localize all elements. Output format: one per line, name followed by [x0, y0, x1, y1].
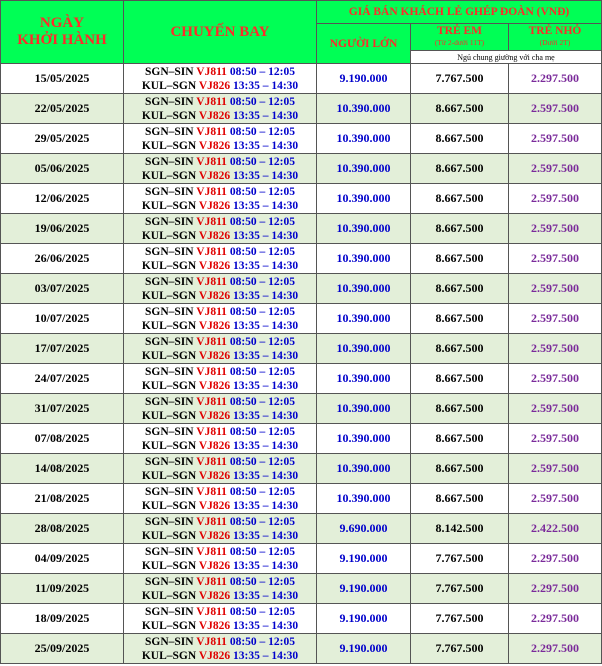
adult-price: 10.390.000 [317, 484, 411, 514]
departure-date: 29/05/2025 [1, 124, 124, 154]
return-flight [124, 259, 316, 273]
infant-price: 2.597.500 [509, 184, 602, 214]
return-flight [124, 499, 316, 513]
outbound-flight [124, 545, 316, 559]
flight-schedule [124, 274, 317, 304]
return-flight [124, 79, 316, 93]
child-price: 8.667.500 [411, 334, 509, 364]
outbound-flight-time: 08:50 – 12:05 [229, 635, 295, 648]
return-flight-time: 13:35 – 14:30 [233, 229, 299, 242]
outbound-flight-time: 08:50 – 12:05 [229, 185, 295, 198]
return-flight-time: 13:35 – 14:30 [233, 409, 299, 422]
departure-date: 17/07/2025 [1, 334, 124, 364]
adult-price: 10.390.000 [317, 154, 411, 184]
outbound-flight-code: VJ811 [196, 365, 227, 378]
outbound-flight-code: VJ811 [196, 605, 227, 618]
outbound-flight-code: VJ811 [196, 635, 227, 648]
flight-schedule [124, 454, 317, 484]
outbound-flight-code: VJ811 [196, 155, 227, 168]
adult-price: 10.390.000 [317, 454, 411, 484]
departure-date: 28/08/2025 [1, 514, 124, 544]
return-flight-time: 13:35 – 14:30 [233, 529, 299, 542]
outbound-flight-time: 08:50 – 12:05 [229, 575, 295, 588]
outbound-flight [124, 635, 316, 649]
infant-price: 2.597.500 [509, 124, 602, 154]
outbound-route: SGN–SIN [145, 335, 194, 348]
table-row [1, 544, 602, 574]
return-route: KUL–SGN [141, 619, 197, 632]
outbound-flight-code: VJ811 [196, 125, 227, 138]
infant-price: 2.297.500 [509, 604, 602, 634]
table-row [1, 304, 602, 334]
infant-price: 2.422.500 [509, 514, 602, 544]
outbound-flight-time: 08:50 – 12:05 [229, 425, 295, 438]
return-flight-time: 13:35 – 14:30 [233, 379, 299, 392]
return-flight [124, 139, 316, 153]
outbound-flight-time: 08:50 – 12:05 [229, 545, 295, 558]
return-route: KUL–SGN [141, 319, 197, 332]
return-flight-code: VJ826 [198, 229, 231, 242]
return-flight-code: VJ826 [198, 199, 231, 212]
departure-date: 18/09/2025 [1, 604, 124, 634]
flight-header: CHUYẾN BAY [124, 1, 317, 64]
return-flight-time: 13:35 – 14:30 [233, 319, 299, 332]
return-route: KUL–SGN [141, 229, 197, 242]
adult-price-header: NGƯỜI LỚN [317, 24, 411, 64]
return-flight-code: VJ826 [198, 589, 231, 602]
flight-schedule [124, 304, 317, 334]
flight-schedule [124, 604, 317, 634]
child-price: 8.667.500 [411, 304, 509, 334]
return-flight [124, 169, 316, 183]
return-flight [124, 319, 316, 333]
infant-price: 2.597.500 [509, 214, 602, 244]
child-price: 7.767.500 [411, 634, 509, 664]
infant-price: 2.597.500 [509, 334, 602, 364]
outbound-route: SGN–SIN [145, 365, 194, 378]
outbound-route: SGN–SIN [145, 395, 194, 408]
outbound-flight-time: 08:50 – 12:05 [229, 395, 295, 408]
return-flight-code: VJ826 [198, 289, 231, 302]
outbound-flight-time: 08:50 – 12:05 [229, 125, 295, 138]
child-price: 8.667.500 [411, 364, 509, 394]
infant-price: 2.597.500 [509, 394, 602, 424]
return-flight-code: VJ826 [198, 529, 231, 542]
outbound-flight [124, 605, 316, 619]
return-route: KUL–SGN [141, 349, 197, 362]
departure-date-header-line1: NGÀY [39, 15, 85, 31]
return-flight-code: VJ826 [198, 649, 231, 662]
outbound-route: SGN–SIN [145, 95, 194, 108]
infant-price: 2.597.500 [509, 94, 602, 124]
outbound-flight-code: VJ811 [196, 95, 227, 108]
outbound-flight [124, 485, 316, 499]
adult-price: 10.390.000 [317, 214, 411, 244]
table-row [1, 244, 602, 274]
adult-price: 10.390.000 [317, 184, 411, 214]
return-flight [124, 349, 316, 363]
return-flight-code: VJ826 [198, 319, 231, 332]
outbound-flight [124, 335, 316, 349]
departure-date: 15/05/2025 [1, 64, 124, 94]
return-flight-time: 13:35 – 14:30 [233, 469, 299, 482]
return-route: KUL–SGN [141, 589, 197, 602]
departure-date-header [1, 1, 124, 64]
return-flight-time: 13:35 – 14:30 [233, 79, 299, 92]
outbound-route: SGN–SIN [145, 275, 194, 288]
return-flight [124, 409, 316, 423]
flight-schedule [124, 364, 317, 394]
adult-price: 9.190.000 [317, 604, 411, 634]
outbound-flight-code: VJ811 [196, 185, 227, 198]
outbound-flight-code: VJ811 [196, 485, 227, 498]
return-route: KUL–SGN [141, 469, 197, 482]
return-route: KUL–SGN [141, 559, 197, 572]
infant-price: 2.597.500 [509, 304, 602, 334]
flight-schedule [124, 574, 317, 604]
price-rows [1, 64, 602, 664]
infant-price: 2.597.500 [509, 454, 602, 484]
outbound-route: SGN–SIN [145, 125, 194, 138]
child-price: 8.667.500 [411, 154, 509, 184]
outbound-flight-time: 08:50 – 12:05 [229, 275, 295, 288]
adult-price: 10.390.000 [317, 424, 411, 454]
adult-price: 10.390.000 [317, 94, 411, 124]
child-price: 7.767.500 [411, 574, 509, 604]
table-row [1, 124, 602, 154]
child-price: 8.667.500 [411, 124, 509, 154]
outbound-flight-time: 08:50 – 12:05 [229, 485, 295, 498]
flight-schedule [124, 334, 317, 364]
child-price: 8.667.500 [411, 184, 509, 214]
return-route: KUL–SGN [141, 439, 197, 452]
return-flight-code: VJ826 [198, 79, 231, 92]
outbound-route: SGN–SIN [145, 155, 194, 168]
return-route: KUL–SGN [141, 139, 197, 152]
outbound-flight-time: 08:50 – 12:05 [229, 305, 295, 318]
outbound-flight [124, 365, 316, 379]
outbound-flight-code: VJ811 [196, 305, 227, 318]
infant-price: 2.597.500 [509, 244, 602, 274]
return-flight-time: 13:35 – 14:30 [233, 349, 299, 362]
adult-price: 10.390.000 [317, 364, 411, 394]
return-flight-time: 13:35 – 14:30 [233, 649, 299, 662]
outbound-route: SGN–SIN [145, 515, 194, 528]
table-row [1, 64, 602, 94]
return-flight-code: VJ826 [198, 139, 231, 152]
departure-date-header-line2: KHỞI HÀNH [17, 32, 107, 48]
outbound-flight-time: 08:50 – 12:05 [229, 245, 295, 258]
return-flight [124, 109, 316, 123]
return-flight [124, 379, 316, 393]
return-route: KUL–SGN [141, 169, 197, 182]
infant-price: 2.597.500 [509, 484, 602, 514]
bed-share-note: Ngủ chung giường với cha mẹ [411, 51, 602, 64]
return-route: KUL–SGN [141, 499, 197, 512]
outbound-flight-code: VJ811 [196, 395, 227, 408]
outbound-route: SGN–SIN [145, 545, 194, 558]
return-flight [124, 199, 316, 213]
child-price: 8.667.500 [411, 244, 509, 274]
outbound-flight [124, 95, 316, 109]
outbound-route: SGN–SIN [145, 425, 194, 438]
return-route: KUL–SGN [141, 289, 197, 302]
infant-price: 2.297.500 [509, 574, 602, 604]
return-flight-code: VJ826 [198, 379, 231, 392]
infant-price: 2.297.500 [509, 64, 602, 94]
outbound-flight [124, 455, 316, 469]
return-flight [124, 559, 316, 573]
child-price: 8.142.500 [411, 514, 509, 544]
child-price: 8.667.500 [411, 214, 509, 244]
outbound-flight-code: VJ811 [196, 455, 227, 468]
outbound-route: SGN–SIN [145, 185, 194, 198]
return-flight [124, 229, 316, 243]
return-flight-code: VJ826 [198, 439, 231, 452]
child-price: 8.667.500 [411, 94, 509, 124]
infant-price: 2.597.500 [509, 364, 602, 394]
departure-date: 10/07/2025 [1, 304, 124, 334]
child-price-header [411, 24, 509, 51]
table-row [1, 634, 602, 664]
price-group-header: GIÁ BÁN KHÁCH LẺ GHÉP ĐOÀN (VNĐ) [317, 1, 602, 24]
infant-price: 2.297.500 [509, 544, 602, 574]
outbound-flight [124, 425, 316, 439]
return-flight-code: VJ826 [198, 619, 231, 632]
adult-price: 9.190.000 [317, 574, 411, 604]
adult-price: 10.390.000 [317, 304, 411, 334]
outbound-route: SGN–SIN [145, 605, 194, 618]
outbound-flight [124, 575, 316, 589]
outbound-flight-code: VJ811 [196, 515, 227, 528]
departure-date: 12/06/2025 [1, 184, 124, 214]
departure-date: 07/08/2025 [1, 424, 124, 454]
return-route: KUL–SGN [141, 109, 197, 122]
departure-date: 31/07/2025 [1, 394, 124, 424]
return-route: KUL–SGN [141, 259, 197, 272]
child-price: 8.667.500 [411, 484, 509, 514]
return-flight-code: VJ826 [198, 109, 231, 122]
departure-date: 22/05/2025 [1, 94, 124, 124]
outbound-flight-time: 08:50 – 12:05 [229, 65, 295, 78]
flight-schedule [124, 64, 317, 94]
outbound-flight-code: VJ811 [196, 275, 227, 288]
adult-price: 9.190.000 [317, 544, 411, 574]
outbound-route: SGN–SIN [145, 215, 194, 228]
outbound-flight-code: VJ811 [196, 245, 227, 258]
infant-price: 2.597.500 [509, 154, 602, 184]
flight-schedule [124, 484, 317, 514]
outbound-flight-time: 08:50 – 12:05 [229, 95, 295, 108]
outbound-flight [124, 305, 316, 319]
outbound-flight-time: 08:50 – 12:05 [229, 515, 295, 528]
infant-price-header [509, 24, 602, 51]
adult-price: 10.390.000 [317, 394, 411, 424]
departure-date: 04/09/2025 [1, 544, 124, 574]
return-flight [124, 589, 316, 603]
departure-date: 25/09/2025 [1, 634, 124, 664]
outbound-flight [124, 65, 316, 79]
return-flight-time: 13:35 – 14:30 [233, 589, 299, 602]
outbound-flight-time: 08:50 – 12:05 [229, 605, 295, 618]
outbound-flight-time: 08:50 – 12:05 [229, 455, 295, 468]
outbound-route: SGN–SIN [145, 245, 194, 258]
return-flight-code: VJ826 [198, 469, 231, 482]
outbound-route: SGN–SIN [145, 455, 194, 468]
return-flight-time: 13:35 – 14:30 [233, 439, 299, 452]
infant-price: 2.597.500 [509, 274, 602, 304]
return-flight [124, 289, 316, 303]
outbound-route: SGN–SIN [145, 485, 194, 498]
return-flight-time: 13:35 – 14:30 [233, 199, 299, 212]
return-flight-time: 13:35 – 14:30 [233, 559, 299, 572]
return-route: KUL–SGN [141, 199, 197, 212]
outbound-flight [124, 185, 316, 199]
child-price: 8.667.500 [411, 454, 509, 484]
outbound-route: SGN–SIN [145, 65, 194, 78]
flight-schedule [124, 634, 317, 664]
outbound-flight-code: VJ811 [196, 575, 227, 588]
child-price: 7.767.500 [411, 604, 509, 634]
flight-schedule [124, 514, 317, 544]
adult-price: 9.190.000 [317, 64, 411, 94]
adult-price: 9.190.000 [317, 634, 411, 664]
outbound-flight [124, 395, 316, 409]
adult-price: 9.690.000 [317, 514, 411, 544]
table-row [1, 574, 602, 604]
return-flight-code: VJ826 [198, 499, 231, 512]
outbound-flight [124, 155, 316, 169]
table-row [1, 94, 602, 124]
flight-schedule [124, 544, 317, 574]
return-flight-code: VJ826 [198, 559, 231, 572]
table-row [1, 514, 602, 544]
return-route: KUL–SGN [141, 409, 197, 422]
return-flight-time: 13:35 – 14:30 [233, 499, 299, 512]
child-price: 7.767.500 [411, 64, 509, 94]
outbound-flight-code: VJ811 [196, 65, 227, 78]
child-price: 8.667.500 [411, 424, 509, 454]
table-row [1, 454, 602, 484]
outbound-flight [124, 245, 316, 259]
outbound-flight-code: VJ811 [196, 215, 227, 228]
outbound-flight [124, 275, 316, 289]
outbound-flight-code: VJ811 [196, 335, 227, 348]
outbound-route: SGN–SIN [145, 635, 194, 648]
departure-date: 14/08/2025 [1, 454, 124, 484]
infant-price-label: TRẺ NHỎ [528, 25, 582, 37]
infant-price: 2.297.500 [509, 634, 602, 664]
outbound-flight [124, 125, 316, 139]
table-row [1, 364, 602, 394]
child-price: 8.667.500 [411, 274, 509, 304]
return-flight-time: 13:35 – 14:30 [233, 109, 299, 122]
adult-price: 10.390.000 [317, 244, 411, 274]
child-price: 8.667.500 [411, 394, 509, 424]
departure-date: 26/06/2025 [1, 244, 124, 274]
departure-date: 21/08/2025 [1, 484, 124, 514]
table-row [1, 154, 602, 184]
outbound-flight-time: 08:50 – 12:05 [229, 365, 295, 378]
departure-date: 19/06/2025 [1, 214, 124, 244]
table-row [1, 214, 602, 244]
flight-schedule [124, 94, 317, 124]
outbound-route: SGN–SIN [145, 575, 194, 588]
infant-age-note: (Dưới 2T) [539, 38, 571, 47]
return-route: KUL–SGN [141, 529, 197, 542]
return-flight [124, 649, 316, 663]
outbound-flight-time: 08:50 – 12:05 [229, 155, 295, 168]
child-price: 7.767.500 [411, 544, 509, 574]
table-row [1, 424, 602, 454]
outbound-flight-time: 08:50 – 12:05 [229, 335, 295, 348]
outbound-flight-time: 08:50 – 12:05 [229, 215, 295, 228]
flight-schedule [124, 124, 317, 154]
infant-price: 2.597.500 [509, 424, 602, 454]
outbound-route: SGN–SIN [145, 305, 194, 318]
child-price-label: TRẺ EM [436, 25, 483, 37]
adult-price: 10.390.000 [317, 124, 411, 154]
table-row [1, 394, 602, 424]
outbound-flight [124, 515, 316, 529]
return-flight-code: VJ826 [198, 169, 231, 182]
adult-price: 10.390.000 [317, 334, 411, 364]
departure-date: 05/06/2025 [1, 154, 124, 184]
outbound-flight-code: VJ811 [196, 425, 227, 438]
flight-schedule [124, 214, 317, 244]
return-flight-code: VJ826 [198, 349, 231, 362]
departure-date: 24/07/2025 [1, 364, 124, 394]
return-flight [124, 529, 316, 543]
flight-schedule [124, 424, 317, 454]
return-flight-time: 13:35 – 14:30 [233, 619, 299, 632]
return-flight-time: 13:35 – 14:30 [233, 259, 299, 272]
return-flight-code: VJ826 [198, 259, 231, 272]
return-flight-code: VJ826 [198, 409, 231, 422]
return-flight [124, 439, 316, 453]
return-flight [124, 469, 316, 483]
outbound-flight-code: VJ811 [196, 545, 227, 558]
child-age-note: (Từ 2-dưới 11T) [434, 38, 485, 47]
flight-schedule [124, 394, 317, 424]
return-route: KUL–SGN [141, 379, 197, 392]
departure-date: 03/07/2025 [1, 274, 124, 304]
flight-schedule [124, 184, 317, 214]
flight-schedule [124, 244, 317, 274]
table-row [1, 184, 602, 214]
outbound-flight [124, 215, 316, 229]
return-flight-time: 13:35 – 14:30 [233, 169, 299, 182]
adult-price: 10.390.000 [317, 274, 411, 304]
table-row [1, 484, 602, 514]
return-flight-time: 13:35 – 14:30 [233, 289, 299, 302]
return-flight [124, 619, 316, 633]
flight-schedule [124, 154, 317, 184]
return-route: KUL–SGN [141, 649, 197, 662]
return-flight-time: 13:35 – 14:30 [233, 139, 299, 152]
table-row [1, 274, 602, 304]
table-row [1, 334, 602, 364]
return-route: KUL–SGN [141, 79, 197, 92]
departure-date: 11/09/2025 [1, 574, 124, 604]
table-row [1, 604, 602, 634]
